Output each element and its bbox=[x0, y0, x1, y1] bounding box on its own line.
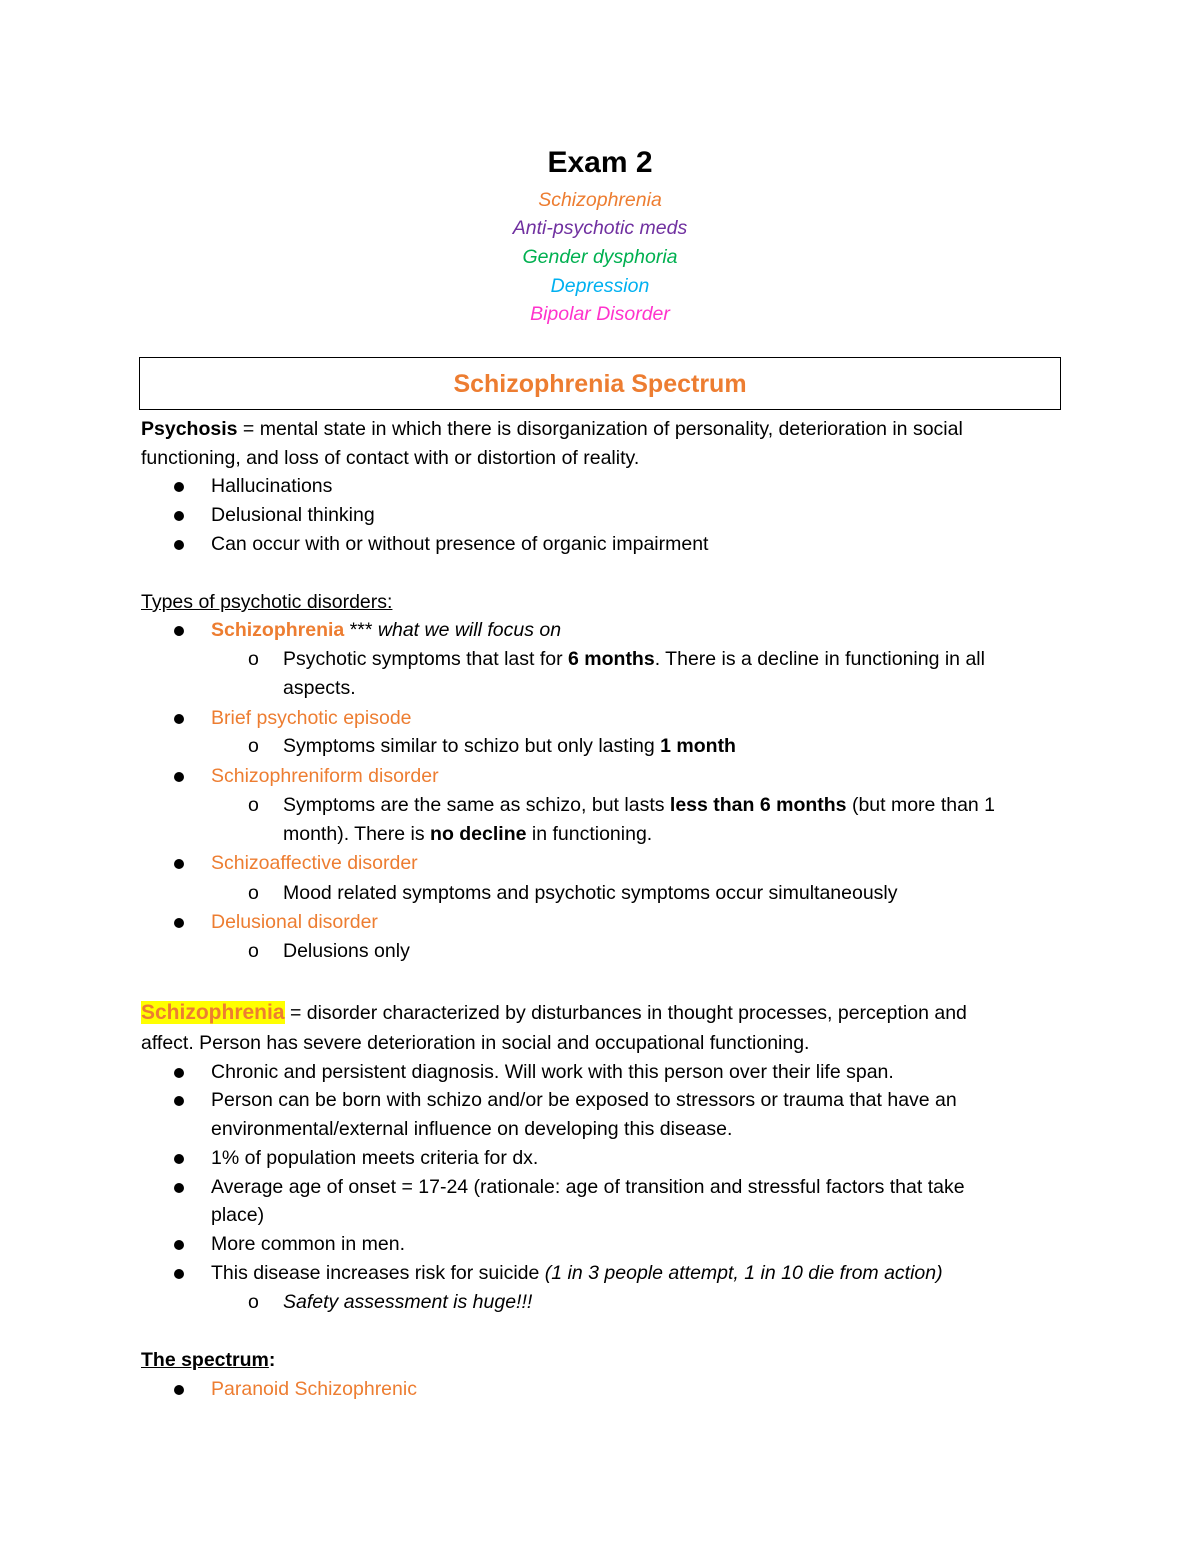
bullet-dot bbox=[174, 1385, 184, 1395]
bullet-dot bbox=[174, 918, 184, 928]
schizo-bullet-men: More common in men. bbox=[211, 1233, 405, 1255]
schizo-bullet-onset-line2: place) bbox=[211, 1204, 265, 1226]
type-schizophreniform-detail: Symptoms are the same as schizo, but lasts less than 6 months (but more than 1 bbox=[283, 794, 996, 816]
bullet-dot bbox=[174, 772, 184, 782]
topic-schizophrenia: Schizophrenia bbox=[538, 189, 662, 211]
type-schizophrenia-name: Schizophrenia bbox=[211, 619, 345, 641]
bullet-dot bbox=[174, 1269, 184, 1279]
type-delusional-detail: Delusions only bbox=[283, 940, 410, 962]
spectrum-item-paranoid: Paranoid Schizophrenic bbox=[211, 1378, 417, 1400]
schizo-sub-bullet-safety: Safety assessment is huge!!! bbox=[283, 1291, 533, 1313]
topic-bipolar-disorder: Bipolar Disorder bbox=[530, 303, 670, 325]
type-schizophrenia-stars: *** bbox=[344, 619, 373, 641]
schizo-bullet-population: 1% of population meets criteria for dx. bbox=[211, 1147, 539, 1169]
bullet-dot bbox=[174, 511, 184, 521]
sub-bullet-glyph: o bbox=[248, 882, 259, 904]
type-brief-detail: Symptoms similar to schizo but only lasting 1 month bbox=[283, 735, 736, 757]
bullet-dot bbox=[174, 626, 184, 636]
schizophrenia-definition-line2: affect. Person has severe deterioration in social and occupational functioning. bbox=[141, 1032, 810, 1054]
spectrum-heading: The spectrum: bbox=[141, 1349, 276, 1371]
type-schizoaffective-detail: Mood related symptoms and psychotic symptoms occur simultaneously bbox=[283, 882, 898, 904]
spectrum-heading-text: The spectrum bbox=[141, 1349, 269, 1371]
bullet-dot bbox=[174, 1183, 184, 1193]
sub-bullet-glyph: o bbox=[248, 648, 259, 670]
psychosis-bullet-delusional: Delusional thinking bbox=[211, 504, 375, 526]
schizophrenia-term-highlight: Schizophrenia bbox=[141, 1001, 285, 1024]
type-schizophrenia-note: what we will focus on bbox=[372, 619, 562, 641]
schizo-bullet-onset-line1: Average age of onset = 17-24 (rationale: age of transition and stressful factors that take bbox=[211, 1176, 965, 1198]
psychosis-definition-text: = mental state in which there is disorganization of personality, deterioration in social bbox=[237, 418, 963, 440]
bullet-dot bbox=[174, 1154, 184, 1164]
bullet-dot bbox=[174, 1096, 184, 1106]
schizo-bullet-born-line1: Person can be born with schizo and/or be exposed to stressors or trauma that have an bbox=[211, 1089, 957, 1111]
psychosis-term: Psychosis bbox=[141, 418, 238, 440]
schizo-bullet-suicide: This disease increases risk for suicide (1 in 3 people attempt, 1 in 10 die from action) bbox=[211, 1262, 943, 1284]
schizo-bullet-born-line2: environmental/external influence on developing this disease. bbox=[211, 1118, 733, 1140]
psychosis-definition-line2: functioning, and loss of contact with or distortion of reality. bbox=[141, 447, 640, 469]
bullet-dot bbox=[174, 714, 184, 724]
bullet-dot bbox=[174, 540, 184, 550]
bullet-dot bbox=[174, 859, 184, 869]
sub-bullet-glyph: o bbox=[248, 940, 259, 962]
section-heading-box bbox=[139, 357, 1061, 410]
type-schizoaffective: Schizoaffective disorder bbox=[211, 852, 418, 874]
document-title: Exam 2 bbox=[547, 146, 653, 179]
sub-bullet-glyph: o bbox=[248, 794, 259, 816]
topic-depression: Depression bbox=[550, 275, 650, 297]
type-schizophrenia bbox=[211, 616, 561, 644]
schizophrenia-definition-line1 bbox=[141, 999, 967, 1027]
schizophrenia-definition-text: = disorder characterized by disturbances in thought processes, perception and bbox=[284, 1002, 967, 1024]
psychosis-bullet-hallucinations: Hallucinations bbox=[211, 475, 333, 497]
type-schizophreniform: Schizophreniform disorder bbox=[211, 765, 439, 787]
schizo-bullet-chronic: Chronic and persistent diagnosis. Will work with this person over their life span. bbox=[211, 1061, 894, 1083]
type-brief-psychotic-episode: Brief psychotic episode bbox=[211, 707, 412, 729]
bullet-dot bbox=[174, 1240, 184, 1250]
topic-antipsychotic-meds: Anti-psychotic meds bbox=[512, 217, 688, 239]
sub-bullet-glyph: o bbox=[248, 1291, 259, 1313]
types-heading: Types of psychotic disorders: bbox=[141, 591, 393, 613]
topic-gender-dysphoria: Gender dysphoria bbox=[522, 246, 678, 268]
section-heading: Schizophrenia Spectrum bbox=[453, 370, 747, 398]
type-schizophreniform-detail-line2: month). There is no decline in functioning. bbox=[283, 823, 653, 845]
type-schizophrenia-detail: Psychotic symptoms that last for 6 months. There is a decline in functioning in all bbox=[283, 648, 985, 670]
psychosis-bullet-organic: Can occur with or without presence of organic impairment bbox=[211, 533, 709, 555]
sub-bullet-glyph: o bbox=[248, 735, 259, 757]
type-schizophrenia-detail-line2: aspects. bbox=[283, 677, 356, 699]
bullet-dot bbox=[174, 482, 184, 492]
type-delusional: Delusional disorder bbox=[211, 911, 378, 933]
psychosis-definition-line1 bbox=[141, 415, 963, 443]
bullet-dot bbox=[174, 1068, 184, 1078]
